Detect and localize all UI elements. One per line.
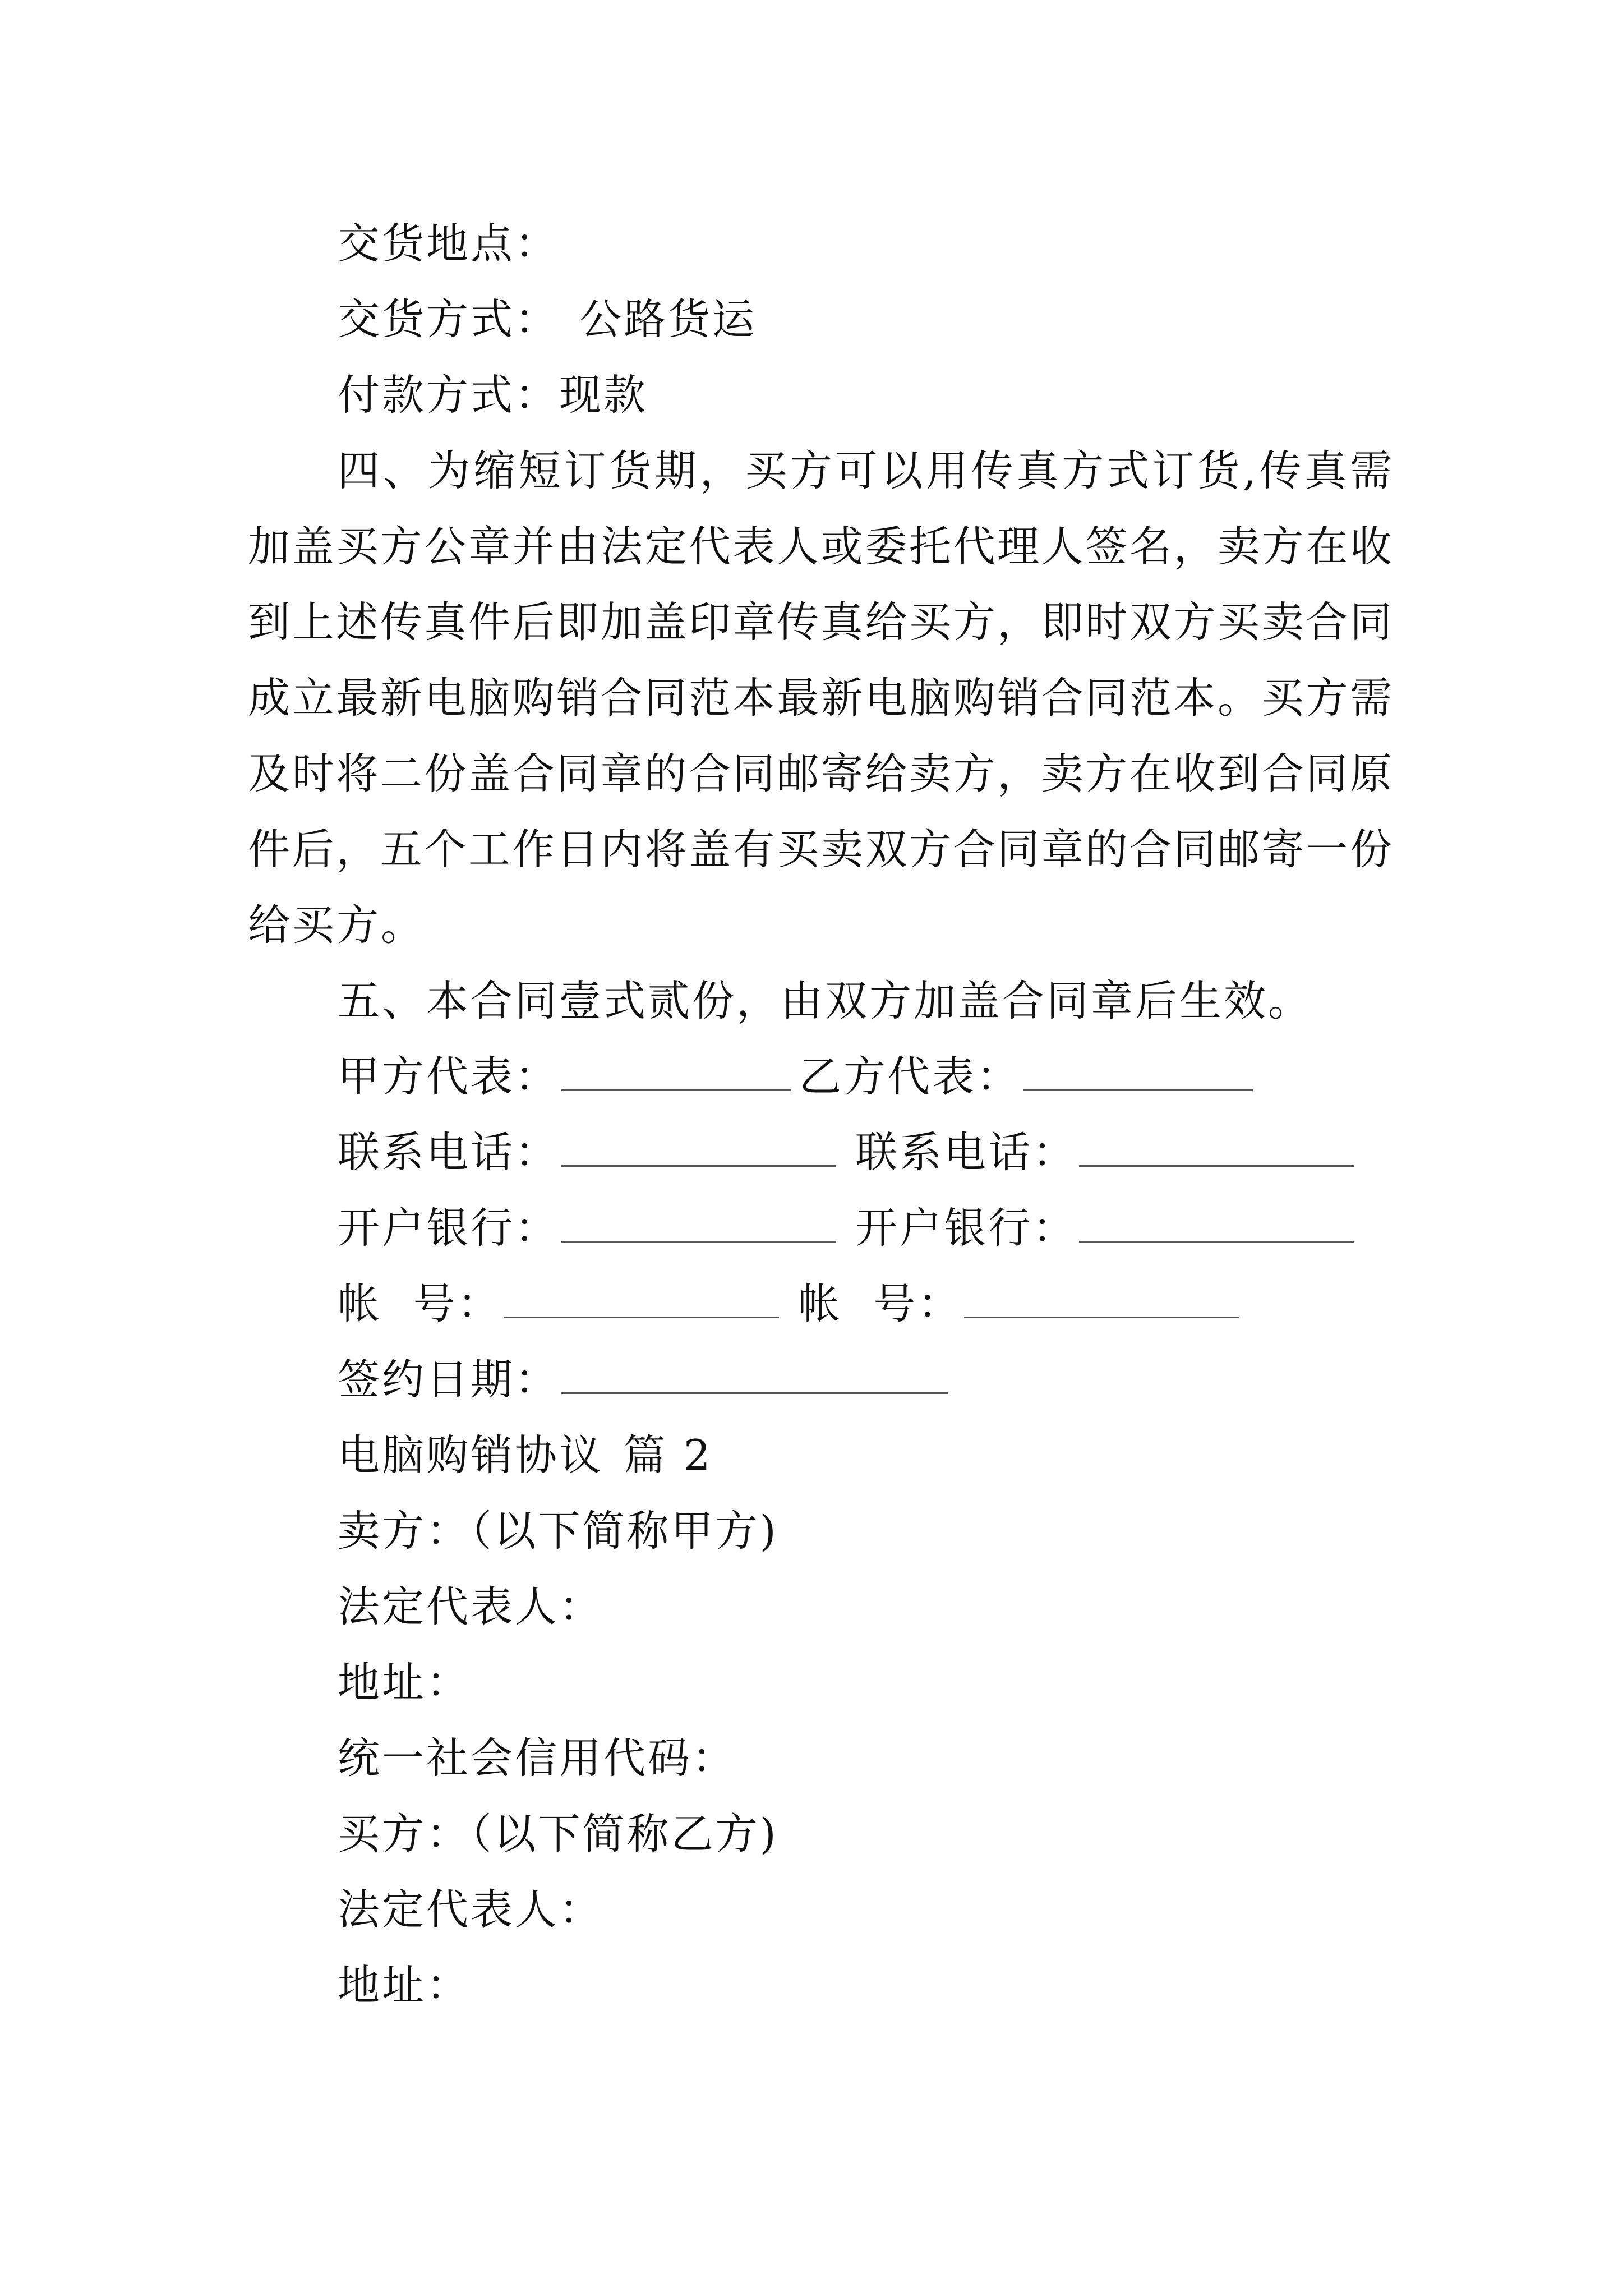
delivery-location-label: 交货地点：: [338, 219, 560, 268]
party-b-bank-blank[interactable]: [1079, 1202, 1354, 1243]
delivery-method-value: 公路货运: [579, 295, 757, 344]
seller-line: 卖方：（以下简称甲方): [338, 1506, 778, 1556]
seller-address: 地址：: [338, 1658, 471, 1707]
party-b-account-blank[interactable]: [964, 1277, 1239, 1318]
sign-date-row: [338, 1341, 1482, 1418]
party-a-account-blank[interactable]: [504, 1277, 779, 1318]
buyer-address: 地址：: [338, 1961, 471, 2010]
clause5-text: 五、本合同壹式贰份，由双方加盖合同章后生效。: [338, 976, 1313, 1025]
clause4-line: 加盖买方公章并由法定代表人或委托代理人签名，卖方在收: [248, 522, 1392, 571]
party-a-account-label: 帐 号：: [338, 1279, 502, 1328]
buyer-line: 买方：（以下简称乙方): [338, 1809, 778, 1858]
delivery-method: [338, 281, 1482, 357]
payment-method: [338, 357, 1482, 433]
party-b-phone-blank[interactable]: [1079, 1126, 1354, 1167]
clause4-line: 件后，五个工作日内将盖有买卖双方合同章的合同邮寄一份: [248, 825, 1392, 874]
sign-date-label: 签约日期：: [338, 1355, 560, 1404]
clause4-line: 四、为缩短订货期，买方可以用传真方式订货,传真需: [338, 446, 1392, 495]
payment-method-label: 付款方式：: [338, 370, 560, 420]
party-b-rep-label: 乙方代表：: [799, 1052, 1021, 1101]
account-row: [338, 1266, 1482, 1342]
party-b-rep-blank[interactable]: [1023, 1050, 1253, 1091]
section2-heading: [338, 1417, 1482, 1493]
party-b-phone-label: 联系电话：: [855, 1128, 1077, 1177]
clause4-line: 成立最新电脑购销合同范本最新电脑购销合同范本。买方需: [248, 673, 1392, 723]
delivery-method-label: 交货方式：: [338, 295, 560, 344]
clause4-line: 给买方。: [248, 900, 426, 950]
party-a-phone-blank[interactable]: [561, 1126, 836, 1167]
party-b-account-label: 帐 号：: [797, 1279, 962, 1328]
phone-row: [338, 1114, 1482, 1190]
clause4-line: 到上述传真件后即加盖印章传真给买方，即时双方买卖合同: [248, 597, 1392, 647]
party-a-rep-blank[interactable]: [561, 1050, 791, 1091]
party-a-phone-label: 联系电话：: [338, 1128, 560, 1177]
party-a-rep-label: 甲方代表：: [338, 1052, 560, 1101]
seller-credit-code: 统一社会信用代码：: [338, 1733, 737, 1783]
clause4-line: 及时将二份盖合同章的合同邮寄给卖方，卖方在收到合同原: [248, 749, 1392, 798]
party-a-bank-blank[interactable]: [561, 1202, 836, 1243]
delivery-location: [338, 205, 1482, 282]
section2-number: 篇 2: [624, 1430, 713, 1480]
payment-method-value: 现款: [559, 370, 648, 420]
party-a-bank-label: 开户银行：: [338, 1203, 560, 1253]
bank-row: [338, 1190, 1482, 1266]
seller-legal-rep: 法定代表人：: [338, 1582, 604, 1631]
party-b-bank-label: 开户银行：: [855, 1203, 1077, 1253]
representative-row: [338, 1038, 1482, 1115]
buyer-legal-rep: 法定代表人：: [338, 1885, 604, 1934]
sign-date-blank[interactable]: [561, 1353, 948, 1394]
section2-title: 电脑购销协议: [338, 1430, 604, 1480]
